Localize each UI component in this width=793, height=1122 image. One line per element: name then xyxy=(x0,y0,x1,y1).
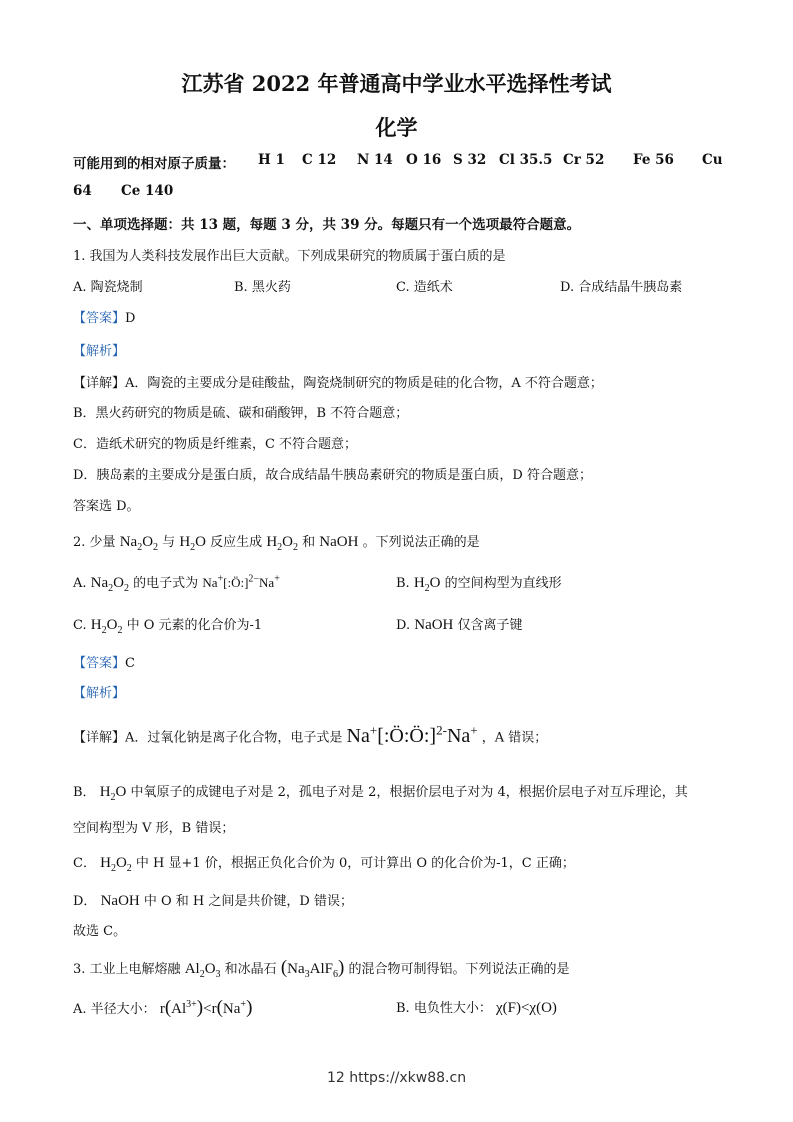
mass-c: C 12 xyxy=(302,152,337,168)
q2-option-d xyxy=(396,614,523,634)
q2-option-c xyxy=(73,614,262,636)
q2-detail-d xyxy=(73,890,353,910)
lewis-structure-large: Na+[:Ö:Ö:]$^{2-}$Na+ xyxy=(346,722,478,747)
q1-option-b: B. 黑火药 xyxy=(234,280,291,295)
answer-value: D xyxy=(125,311,136,326)
option-text: 电负性大小： xyxy=(413,1001,492,1016)
q2-analysis-label: 【解析】 xyxy=(73,686,126,701)
mass-fe: Fe 56 xyxy=(633,152,674,168)
q1-option-c: C. 造纸术 xyxy=(396,280,453,295)
detail-text: 中 O 和 H 之间是共价键，D 错误； xyxy=(143,894,353,909)
mass-ce: Ce 140 xyxy=(121,183,174,199)
q1-option-a: A. 陶瓷烧制 xyxy=(73,280,143,295)
q1-detail-d: D．胰岛素的主要成分是蛋白质，故合成结晶牛胰岛素研究的物质是蛋白质，D 符合题意； xyxy=(73,468,592,483)
option-label: A. xyxy=(73,576,87,591)
q3-stem-suffix: 的混合物可制得铝。下列说法正确的是 xyxy=(348,962,570,977)
mass-o: O 16 xyxy=(406,152,442,168)
option-label: C. xyxy=(73,618,87,633)
q2-stem-mid2: 反应生成 xyxy=(210,535,263,550)
q3-stem-prefix: 3. 工业上电解熔融 xyxy=(73,962,181,977)
mass-cu: Cu xyxy=(702,152,723,168)
q2-conclusion: 故选 C。 xyxy=(73,924,127,939)
mass-h: H 1 xyxy=(258,152,285,168)
option-label: B. xyxy=(396,1001,410,1016)
formula-electronegativity: χ(F)<χ(O) xyxy=(495,1000,557,1016)
formula-h2o: $H_2O$ xyxy=(99,784,127,803)
q1-detail-a: 【详解】A．陶瓷的主要成分是硅酸盐，陶瓷烧制研究的物质是硅的化合物，A 不符合题意； xyxy=(73,376,603,391)
q2-detail-a xyxy=(73,722,547,748)
section-heading: 一、单项选择题：共 13 题，每题 3 分，共 39 分。每题只有一个选项最符合题意。 xyxy=(73,217,581,233)
mass-n: N 14 xyxy=(357,152,393,168)
formula-na2o2: $Na_2O_2$ xyxy=(90,575,130,594)
formula-na2o2: $Na_2O_2$ xyxy=(119,534,159,553)
q2-stem xyxy=(73,531,480,553)
q1-conclusion: 答案选 D。 xyxy=(73,499,140,514)
atomic-mass-label: 可能用到的相对原子质量： xyxy=(73,156,235,172)
mass-s: S 32 xyxy=(453,152,487,168)
formula-radius-compare: $r(Al^{3+})<r(Na^+)$ xyxy=(159,997,253,1018)
q1-option-d: D. 合成结晶牛胰岛素 xyxy=(560,280,683,295)
formula-naoh: NaOH xyxy=(100,893,140,909)
option-label: D. xyxy=(396,618,411,633)
q2-detail-b-line2: 空间构型为 V 形，B 错误； xyxy=(73,821,235,836)
answer-label: 【答案】 xyxy=(73,656,126,671)
mass-cl: Cl 35.5 xyxy=(499,152,553,168)
q3-option-a xyxy=(73,997,252,1019)
detail-prefix: B． xyxy=(73,785,96,800)
formula-na3alf6: $(Na_3AlF_6)$ xyxy=(280,957,345,980)
formula-h2o2: $H_2O_2$ xyxy=(90,617,123,636)
q1-stem: 1. 我国为人类科技发展作出巨大贡献。下列成果研究的物质属于蛋白质的是 xyxy=(73,249,506,264)
q2-stem-suffix: 。下列说法正确的是 xyxy=(362,535,480,550)
q2-option-a xyxy=(73,572,280,594)
q3-stem-mid: 和冰晶石 xyxy=(224,962,277,977)
q3-stem xyxy=(73,957,569,980)
option-text: 的空间构型为直线形 xyxy=(444,576,562,591)
q1-detail-c: C．造纸术研究的物质是纤维素，C 不符合题意； xyxy=(73,437,358,452)
option-text: 的电子式为 xyxy=(133,576,199,591)
formula-h2o: $H_2O$ xyxy=(179,534,207,553)
option-label: A. xyxy=(73,1002,87,1017)
answer-label: 【答案】 xyxy=(73,311,126,326)
lewis-structure-small: Na+[:Ö:]$^{2-}$Na+ xyxy=(202,573,280,590)
formula-h2o: $H_2O$ xyxy=(413,575,441,594)
q1-analysis-label: 【解析】 xyxy=(73,344,126,359)
detail-prefix: C． xyxy=(73,856,96,871)
detail-text: 中 H 显+1 价，根据正负化合价为 0，可计算出 O 的化合价为-1，C 正确； xyxy=(135,856,575,871)
q2-stem-prefix: 2. 少量 xyxy=(73,535,116,550)
formula-al2o3: $Al_2O_3$ xyxy=(184,961,221,980)
mass-cu-value: 64 xyxy=(73,183,92,199)
option-text: 中 O 元素的化合价为-1 xyxy=(126,618,263,633)
q2-option-b xyxy=(396,572,562,594)
q2-stem-mid3: 和 xyxy=(302,535,316,550)
mass-cr: Cr 52 xyxy=(563,152,605,168)
formula-naoh: NaOH xyxy=(414,617,454,633)
formula-h2o2: $H_2O_2$ xyxy=(266,534,298,553)
q2-answer xyxy=(73,652,135,671)
subject-title: 化学 xyxy=(375,115,418,140)
detail-text: 【详解】A．过氧化钠是离子化合物，电子式是 xyxy=(73,730,343,746)
option-text: 半径大小： xyxy=(90,1002,156,1017)
q1-answer xyxy=(73,307,135,326)
exam-title: 江苏省 2022 年普通高中学业水平选择性考试 xyxy=(181,71,612,96)
formula-naoh: NaOH xyxy=(319,534,359,550)
q3-option-b xyxy=(396,997,557,1017)
detail-end: ，A 错误； xyxy=(481,730,548,746)
option-label: B. xyxy=(396,576,410,591)
answer-value: C xyxy=(125,656,135,671)
page-footer: 12 https://xkw88.cn xyxy=(326,1070,467,1086)
q2-detail-b-line1 xyxy=(73,781,688,803)
atomic-mass-line-1 xyxy=(73,152,235,172)
q2-stem-mid1: 与 xyxy=(162,535,176,550)
q2-detail-c xyxy=(73,852,575,874)
detail-prefix: D． xyxy=(73,894,97,909)
q1-detail-b: B．黑火药研究的物质是硫、碳和硝酸钾，B 不符合题意； xyxy=(73,406,409,421)
detail-text: 中氧原子的成键电子对是 2，孤电子对是 2，根据价层电子对为 4，根据价层电子对互斥理论，其 xyxy=(130,785,688,800)
formula-h2o2: $H_2O_2$ xyxy=(100,855,132,874)
option-text: 仅含离子键 xyxy=(457,618,523,633)
